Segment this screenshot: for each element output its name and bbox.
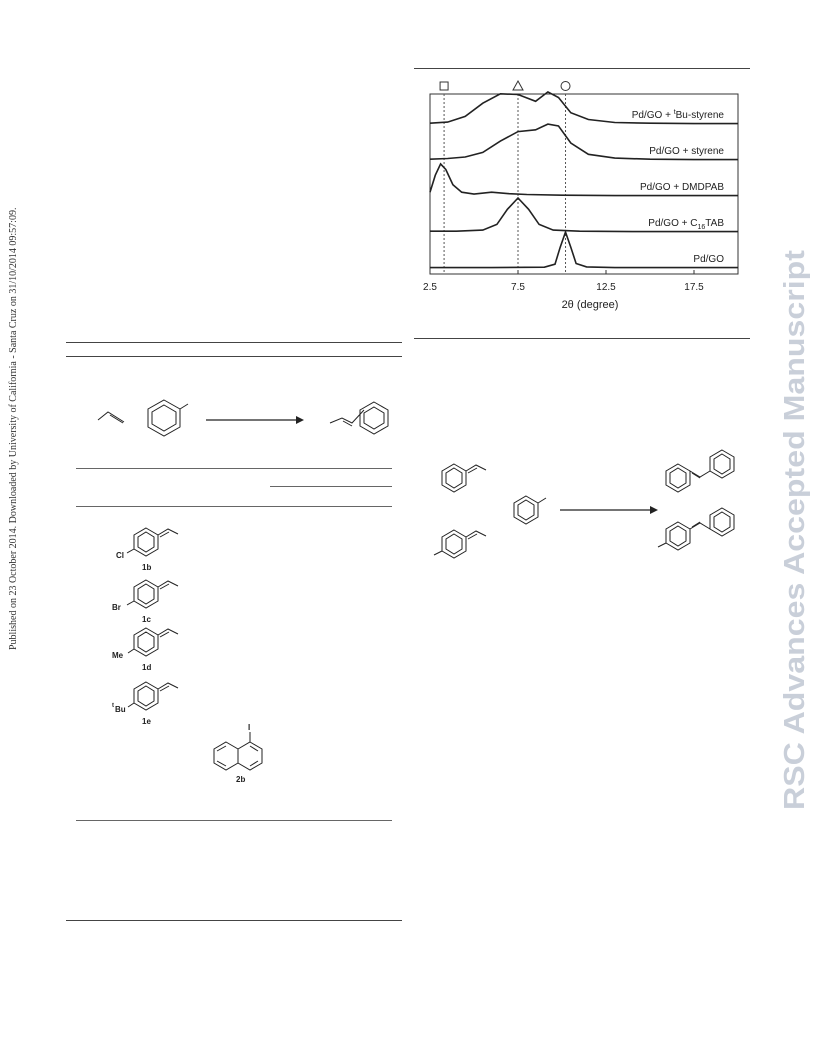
compound-1e-tert-prefix: t xyxy=(112,703,114,709)
compound-1d-substituent: Me xyxy=(112,651,124,660)
alkene-fragment xyxy=(98,412,124,423)
x-tick-label: 7.5 xyxy=(511,282,525,293)
table-col-rule-1 xyxy=(76,468,392,469)
compound-1e-substituent: Bu xyxy=(115,705,126,714)
table-col-rule-2 xyxy=(270,486,392,487)
stilbene-structure xyxy=(666,450,734,492)
x-tick-label: 17.5 xyxy=(684,282,704,293)
journal-watermark xyxy=(768,240,816,820)
series-label: Pd/GO + DMDPAB xyxy=(639,182,724,193)
figure-bottom-rule xyxy=(414,338,750,339)
methylstyrene-structure xyxy=(434,530,486,558)
series-label: $Pd/GO + C_{16}TAB$ xyxy=(648,218,724,231)
compound-2b-substituent: I xyxy=(248,723,251,732)
reaction-arrow xyxy=(206,416,304,424)
x-tick-label: 12.5 xyxy=(596,282,616,293)
compound-1b-label: 1b xyxy=(142,563,152,572)
compound-1c xyxy=(110,572,200,624)
compound-1e xyxy=(110,674,200,726)
reaction-scheme-table xyxy=(90,390,410,440)
compound-1b xyxy=(114,520,204,572)
xrd-chart-svg xyxy=(414,74,754,320)
series-label: Pd/GO xyxy=(693,254,724,265)
triangle-marker xyxy=(513,81,523,90)
table-bottom-rule xyxy=(76,820,392,821)
compound-1d xyxy=(110,620,200,672)
xrd-pattern-line xyxy=(430,232,738,268)
compound-1d-label: 1d xyxy=(142,663,152,672)
aryl-structure xyxy=(514,496,546,524)
product-fragment xyxy=(330,402,388,434)
table-top-rule xyxy=(66,342,402,343)
circle-marker xyxy=(561,82,570,91)
x-tick-label: 2.5 xyxy=(423,282,437,293)
reaction-arrow-2 xyxy=(560,506,658,514)
compound-1b-substituent: Cl xyxy=(116,551,124,560)
series-label: Pd/GO + styrene xyxy=(649,146,724,157)
compound-1c-substituent: Br xyxy=(112,603,121,612)
arene-fragment xyxy=(148,400,188,436)
table-col-rule-3 xyxy=(76,506,392,507)
x-axis-label: 2θ (degree) xyxy=(561,299,619,311)
journal-watermark-text: RSC Advances Accepted Manuscript xyxy=(779,304,811,810)
publication-stamp-text: Published on 23 October 2014. Downloaded by University of California - Santa Cruz on 31/10/2014 09:57:09. xyxy=(8,207,19,650)
compound-1c-label: 1c xyxy=(142,615,151,624)
styrene-structure xyxy=(442,464,486,492)
publication-stamp xyxy=(2,180,22,660)
compound-2b-label: 2b xyxy=(236,775,246,784)
reaction-scheme-styrenes xyxy=(428,444,758,564)
square-marker xyxy=(440,82,448,90)
xrd-chart xyxy=(414,74,754,320)
compound-2b xyxy=(206,720,276,792)
figure-top-rule xyxy=(414,68,750,69)
compound-1e-label: 1e xyxy=(142,717,151,726)
methylstilbene-structure xyxy=(658,508,734,550)
footnote-rule xyxy=(66,920,402,921)
table-header-rule xyxy=(66,356,402,357)
series-label: Pd/GO + $^t$Bu-styrene xyxy=(631,109,724,121)
